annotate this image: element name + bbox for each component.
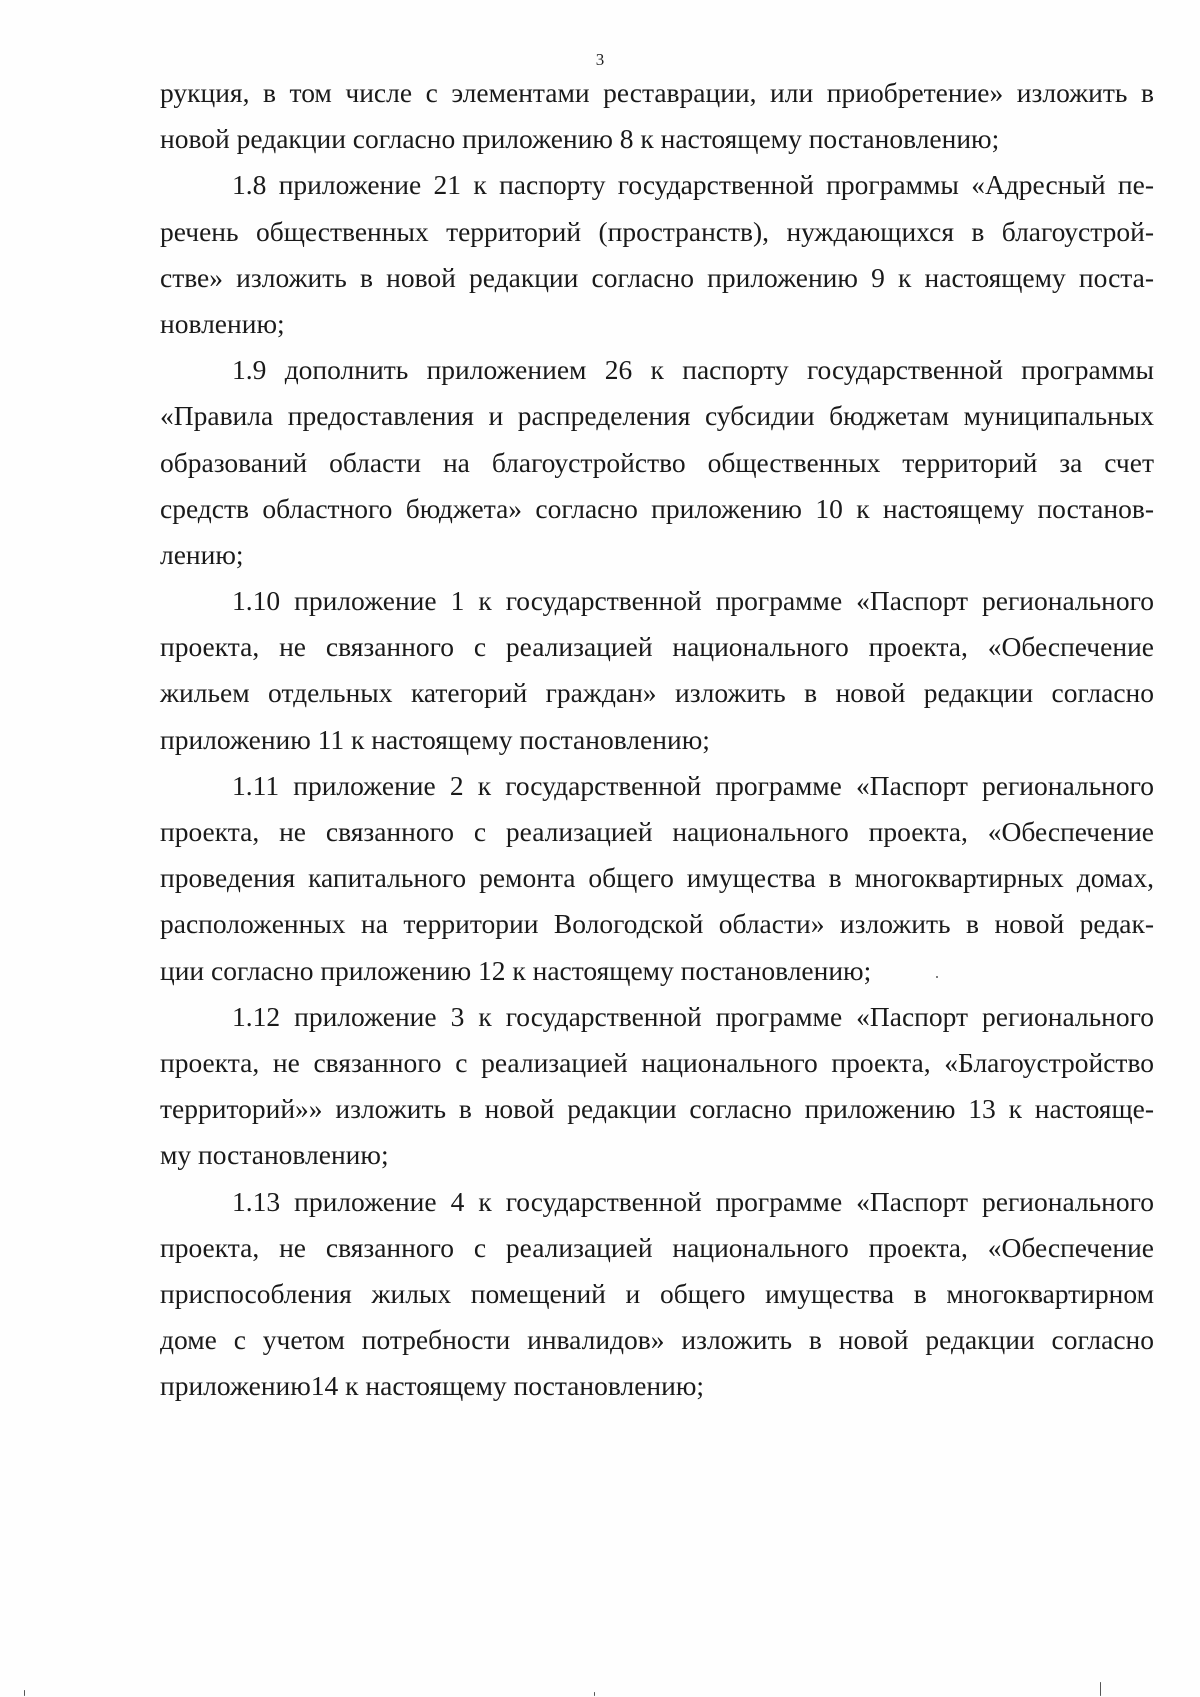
- text-line: жильем отдельных категорий граждан» изложить в новой редакции согласно: [160, 677, 1154, 709]
- text-line: му постановлению;: [160, 1139, 389, 1171]
- scan-speck: [24, 1690, 25, 1696]
- text-line: речень общественных территорий (пространств), нуждающихся в благоустрой-: [160, 215, 1154, 247]
- scan-speck: [594, 1692, 595, 1696]
- text-line: приложению14 к настоящему постановлению;: [160, 1370, 705, 1402]
- text-line: территорий»» изложить в новой редакции согласно приложению 13 к настояще-: [160, 1093, 1154, 1125]
- text-line: 1.12 приложение 3 к государственной программе «Паспорт регионального: [232, 1000, 1154, 1032]
- document-body: [160, 70, 1154, 1409]
- text-line: проекта, не связанного с реализацией национального проекта, «Обеспечение: [160, 631, 1154, 663]
- text-line: стве» изложить в новой редакции согласно приложению 9 к настоящему поста-: [160, 261, 1154, 293]
- text-line: рукция, в том числе с элементами реставрации, или приобретение» изложить в: [160, 77, 1154, 108]
- text-line: 1.8 приложение 21 к паспорту государственной программы «Адресный пе-: [232, 169, 1154, 201]
- text-line: приложению 11 к настоящему постановлению;: [160, 723, 710, 755]
- text-line: доме с учетом потребности инвалидов» изложить в новой редакции согласно: [160, 1324, 1154, 1356]
- text-line: расположенных на территории Вологодской области» изложить в новой редак-: [160, 908, 1154, 940]
- text-line: 1.9 дополнить приложением 26 к паспорту государственной программы: [232, 354, 1154, 386]
- scan-speck: [936, 976, 938, 978]
- text-line: проекта, не связанного с реализацией национального проекта, «Обеспечение: [160, 816, 1154, 847]
- text-line: 1.10 приложение 1 к государственной программе «Паспорт регионального: [232, 585, 1154, 617]
- text-line: проекта, не связанного с реализацией национального проекта, «Благоустройство: [160, 1046, 1154, 1078]
- text-line: новой редакции согласно приложению 8 к настоящему постановлению;: [160, 123, 1000, 155]
- scan-speck: [1100, 1682, 1101, 1696]
- text-line: лению;: [160, 538, 244, 570]
- text-line: 1.11 приложение 2 к государственной программе «Паспорт регионального: [232, 769, 1154, 801]
- text-line: новлению;: [160, 307, 285, 339]
- text-line: средств областного бюджета» согласно приложению 10 к настоящему постанов-: [160, 492, 1154, 524]
- text-line: ции согласно приложению 12 к настоящему постановлению;: [160, 954, 872, 986]
- text-line: приспособления жилых помещений и общего имущества в многоквартирном: [160, 1277, 1154, 1309]
- text-line: «Правила предоставления и распределения субсидии бюджетам муниципальных: [160, 400, 1154, 432]
- page-number: 3: [595, 50, 605, 69]
- text-line: проведения капитального ремонта общего имущества в многоквартирных домах,: [160, 862, 1154, 894]
- text-line: 1.13 приложение 4 к государственной программе «Паспорт регионального: [232, 1185, 1154, 1217]
- text-line: проекта, не связанного с реализацией национального проекта, «Обеспечение: [160, 1231, 1154, 1263]
- text-line: образований области на благоустройство общественных территорий за счет: [160, 446, 1154, 478]
